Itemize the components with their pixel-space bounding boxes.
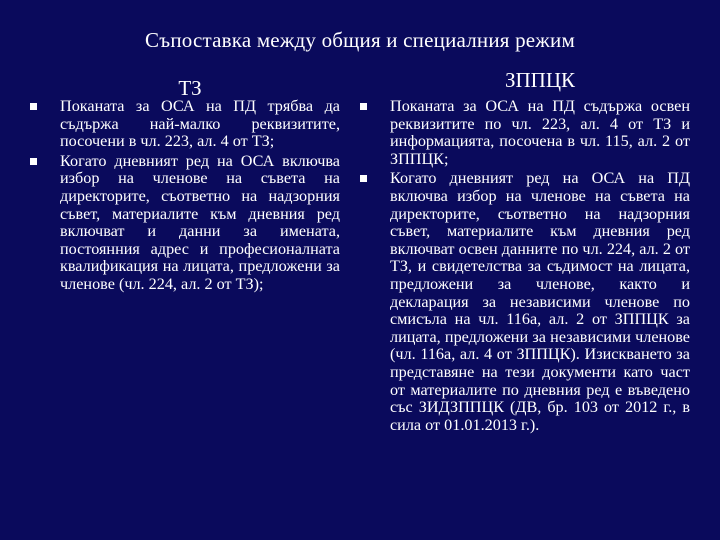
left-column-heading: ТЗ [178,76,202,100]
list-item [30,98,340,151]
square-bullet-icon [30,158,37,165]
right-column [360,98,690,436]
list-item [360,98,690,168]
list-item-text: Поканата за ОСА на ПД съдържа освен реквизитите по чл. 223, ал. 4 от ТЗ и информацията, посочена в чл. 115, ал. 2 от ЗППЦК; [390,97,690,168]
list-item-text: Когато дневният ред на ОСА включва избор на членове на съвета на директорите, съответно на надзорния съвет, материалите към дневния ред включват и данни за имената, постоянния адрес и професионалната квалификация на лицата, предложени за членове (чл. 224, ал. 2 от ТЗ); [60,151,340,293]
list-item-text: Когато дневният ред на ОСА на ПД включва избор на членове на съвета на директорите, съответно на надзорния съвет, материалите към дневния ред включват освен данните по чл. 224, ал. 2 от ТЗ, и свидетелства за съдимост на лицата, предложени за членове, както и декларация за независими членове по смисъла на чл. 116а, ал. 2 от ЗППЦК за лицата, предложени за независими членове (чл. 116а, ал. 4 от ЗППЦК). Изискването за представяне на тези документи като част от материалите по дневния ред е въведено със ЗИДЗППЦК (ДВ, бр. 103 от 2012 г., в сила от 01.01.2013 г.). [390,169,690,434]
list-item [30,153,340,294]
square-bullet-icon [30,103,37,110]
slide-title: Съпоставка между общия и специалния режим [145,28,575,52]
square-bullet-icon [360,103,367,110]
left-column [30,98,340,296]
left-bullet-list [30,98,340,294]
square-bullet-icon [360,175,367,182]
list-item [360,170,690,434]
right-bullet-list [360,98,690,434]
right-column-heading: ЗППЦК [504,68,576,92]
list-item-text: Поканата за ОСА на ПД трябва да съдържа най-малко реквизитите, посочени в чл. 223, ал. 4 от ТЗ; [60,97,340,151]
